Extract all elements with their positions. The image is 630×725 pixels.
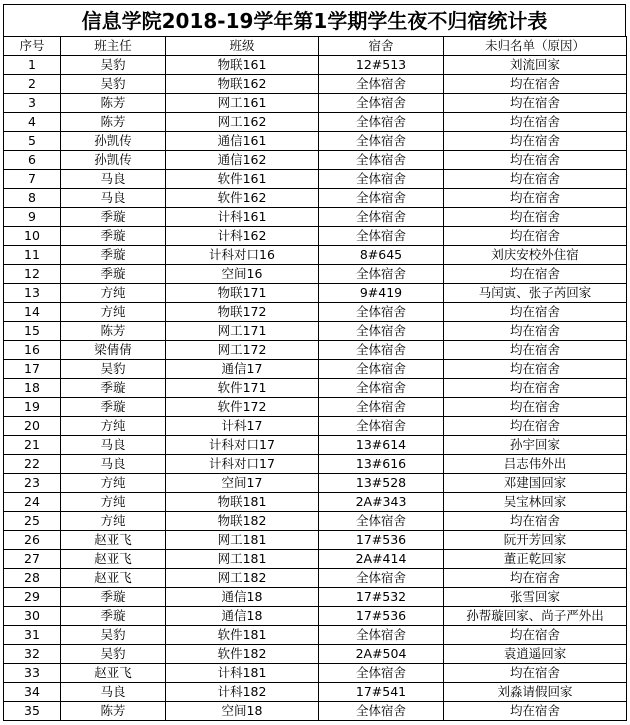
cell-dorm: 2A#343 [319, 493, 444, 512]
cell-absent-list: 刘淼请假回家 [444, 683, 627, 702]
cell-absent-list: 均在宿舍 [444, 417, 627, 436]
cell-absent-list: 均在宿舍 [444, 151, 627, 170]
table-row [4, 474, 627, 493]
cell-absent-list: 邓建国回家 [444, 474, 627, 493]
cell-class: 网工161 [166, 94, 319, 113]
cell-dorm: 全体宿舍 [319, 569, 444, 588]
cell-teacher: 陈芳 [61, 113, 166, 132]
table-row [4, 170, 627, 189]
cell-class: 通信162 [166, 151, 319, 170]
cell-index: 29 [4, 588, 61, 607]
cell-dorm: 全体宿舍 [319, 208, 444, 227]
spreadsheet [3, 4, 626, 721]
cell-index: 33 [4, 664, 61, 683]
table-row [4, 151, 627, 170]
cell-index: 21 [4, 436, 61, 455]
header-dorm: 宿舍 [319, 37, 444, 56]
cell-class: 计科17 [166, 417, 319, 436]
cell-absent-list: 董正乾回家 [444, 550, 627, 569]
table-row [4, 379, 627, 398]
cell-dorm: 全体宿舍 [319, 322, 444, 341]
cell-class: 网工181 [166, 531, 319, 550]
cell-class: 计科162 [166, 227, 319, 246]
cell-absent-list: 均在宿舍 [444, 341, 627, 360]
cell-class: 物联172 [166, 303, 319, 322]
cell-teacher: 马良 [61, 436, 166, 455]
cell-class: 软件182 [166, 645, 319, 664]
table-row [4, 626, 627, 645]
cell-index: 30 [4, 607, 61, 626]
cell-teacher: 马良 [61, 189, 166, 208]
cell-absent-list: 均在宿舍 [444, 322, 627, 341]
cell-dorm: 全体宿舍 [319, 75, 444, 94]
cell-dorm: 全体宿舍 [319, 341, 444, 360]
cell-absent-list: 阮开芳回家 [444, 531, 627, 550]
header-absent-list: 未归名单（原因） [444, 37, 627, 56]
table-row [4, 75, 627, 94]
cell-teacher: 孙凯传 [61, 132, 166, 151]
cell-teacher: 季璇 [61, 398, 166, 417]
cell-index: 31 [4, 626, 61, 645]
cell-index: 22 [4, 455, 61, 474]
cell-class: 物联181 [166, 493, 319, 512]
cell-index: 2 [4, 75, 61, 94]
table-row [4, 645, 627, 664]
cell-teacher: 陈芳 [61, 94, 166, 113]
cell-index: 17 [4, 360, 61, 379]
cell-teacher: 季璇 [61, 588, 166, 607]
cell-absent-list: 袁逍遥回家 [444, 645, 627, 664]
cell-index: 4 [4, 113, 61, 132]
cell-class: 计科181 [166, 664, 319, 683]
cell-index: 34 [4, 683, 61, 702]
cell-absent-list: 均在宿舍 [444, 702, 627, 721]
cell-teacher: 吴豹 [61, 645, 166, 664]
cell-class: 物联171 [166, 284, 319, 303]
cell-dorm: 全体宿舍 [319, 398, 444, 417]
cell-index: 6 [4, 151, 61, 170]
table-row [4, 132, 627, 151]
cell-class: 计科对口16 [166, 246, 319, 265]
cell-dorm: 9#419 [319, 284, 444, 303]
table-row [4, 455, 627, 474]
cell-teacher: 孙凯传 [61, 151, 166, 170]
table-row [4, 683, 627, 702]
cell-dorm: 13#614 [319, 436, 444, 455]
cell-index: 15 [4, 322, 61, 341]
cell-dorm: 17#532 [319, 588, 444, 607]
cell-teacher: 马良 [61, 683, 166, 702]
cell-index: 18 [4, 379, 61, 398]
cell-index: 3 [4, 94, 61, 113]
cell-absent-list: 均在宿舍 [444, 398, 627, 417]
cell-absent-list: 吕志伟外出 [444, 455, 627, 474]
cell-index: 14 [4, 303, 61, 322]
cell-teacher: 陈芳 [61, 322, 166, 341]
cell-teacher: 马良 [61, 170, 166, 189]
cell-absent-list: 均在宿舍 [444, 626, 627, 645]
cell-class: 计科对口17 [166, 455, 319, 474]
cell-index: 8 [4, 189, 61, 208]
cell-index: 1 [4, 56, 61, 75]
cell-index: 26 [4, 531, 61, 550]
cell-dorm: 全体宿舍 [319, 379, 444, 398]
table-row [4, 436, 627, 455]
cell-teacher: 梁倩倩 [61, 341, 166, 360]
cell-absent-list: 均在宿舍 [444, 208, 627, 227]
cell-teacher: 方纯 [61, 493, 166, 512]
cell-dorm: 全体宿舍 [319, 303, 444, 322]
cell-dorm: 17#536 [319, 531, 444, 550]
cell-absent-list: 张雪回家 [444, 588, 627, 607]
cell-absent-list: 均在宿舍 [444, 170, 627, 189]
cell-class: 空间17 [166, 474, 319, 493]
cell-teacher: 马良 [61, 455, 166, 474]
cell-dorm: 13#528 [319, 474, 444, 493]
cell-absent-list: 孙帮璇回家、尚子严外出 [444, 607, 627, 626]
cell-index: 20 [4, 417, 61, 436]
cell-dorm: 全体宿舍 [319, 170, 444, 189]
cell-class: 网工171 [166, 322, 319, 341]
cell-dorm: 全体宿舍 [319, 227, 444, 246]
cell-teacher: 季璇 [61, 379, 166, 398]
cell-dorm: 全体宿舍 [319, 664, 444, 683]
cell-index: 19 [4, 398, 61, 417]
cell-class: 计科对口17 [166, 436, 319, 455]
cell-dorm: 17#536 [319, 607, 444, 626]
cell-class: 计科161 [166, 208, 319, 227]
cell-class: 软件171 [166, 379, 319, 398]
cell-absent-list: 均在宿舍 [444, 265, 627, 284]
table-row [4, 417, 627, 436]
cell-teacher: 方纯 [61, 512, 166, 531]
cell-absent-list: 马闰寅、张子芮回家 [444, 284, 627, 303]
cell-dorm: 全体宿舍 [319, 265, 444, 284]
cell-index: 12 [4, 265, 61, 284]
cell-teacher: 赵亚飞 [61, 664, 166, 683]
cell-index: 5 [4, 132, 61, 151]
cell-class: 通信161 [166, 132, 319, 151]
cell-index: 16 [4, 341, 61, 360]
cell-class: 空间16 [166, 265, 319, 284]
cell-absent-list: 孙宇回家 [444, 436, 627, 455]
cell-class: 物联182 [166, 512, 319, 531]
table-row [4, 246, 627, 265]
table-row [4, 550, 627, 569]
cell-teacher: 季璇 [61, 607, 166, 626]
cell-dorm: 全体宿舍 [319, 626, 444, 645]
cell-index: 35 [4, 702, 61, 721]
table-row [4, 341, 627, 360]
table-row [4, 664, 627, 683]
cell-class: 物联161 [166, 56, 319, 75]
cell-index: 24 [4, 493, 61, 512]
cell-class: 软件181 [166, 626, 319, 645]
cell-class: 物联162 [166, 75, 319, 94]
table-row [4, 493, 627, 512]
cell-teacher: 季璇 [61, 227, 166, 246]
cell-absent-list: 均在宿舍 [444, 94, 627, 113]
table-row [4, 569, 627, 588]
cell-index: 23 [4, 474, 61, 493]
table-row [4, 531, 627, 550]
cell-teacher: 方纯 [61, 303, 166, 322]
cell-teacher: 吴豹 [61, 626, 166, 645]
cell-absent-list: 刘庆安校外住宿 [444, 246, 627, 265]
cell-dorm: 2A#414 [319, 550, 444, 569]
cell-absent-list: 吴宝林回家 [444, 493, 627, 512]
cell-teacher: 季璇 [61, 265, 166, 284]
cell-index: 32 [4, 645, 61, 664]
cell-dorm: 2A#504 [319, 645, 444, 664]
cell-class: 网工162 [166, 113, 319, 132]
cell-class: 网工181 [166, 550, 319, 569]
cell-absent-list: 均在宿舍 [444, 132, 627, 151]
cell-teacher: 赵亚飞 [61, 569, 166, 588]
cell-class: 计科182 [166, 683, 319, 702]
statistics-table [3, 36, 627, 721]
table-row [4, 113, 627, 132]
cell-absent-list: 均在宿舍 [444, 569, 627, 588]
cell-absent-list: 均在宿舍 [444, 360, 627, 379]
cell-absent-list: 均在宿舍 [444, 379, 627, 398]
cell-index: 7 [4, 170, 61, 189]
cell-teacher: 吴豹 [61, 56, 166, 75]
cell-class: 软件172 [166, 398, 319, 417]
table-row [4, 607, 627, 626]
cell-absent-list: 均在宿舍 [444, 75, 627, 94]
cell-dorm: 17#541 [319, 683, 444, 702]
cell-absent-list: 刘流回家 [444, 56, 627, 75]
cell-teacher: 季璇 [61, 246, 166, 265]
cell-dorm: 8#645 [319, 246, 444, 265]
table-row [4, 398, 627, 417]
cell-class: 通信18 [166, 588, 319, 607]
cell-class: 通信18 [166, 607, 319, 626]
cell-class: 网工172 [166, 341, 319, 360]
header-teacher: 班主任 [61, 37, 166, 56]
table-row [4, 189, 627, 208]
table-row [4, 208, 627, 227]
cell-dorm: 全体宿舍 [319, 702, 444, 721]
cell-class: 软件162 [166, 189, 319, 208]
cell-teacher: 方纯 [61, 284, 166, 303]
cell-dorm: 全体宿舍 [319, 113, 444, 132]
cell-index: 10 [4, 227, 61, 246]
cell-dorm: 全体宿舍 [319, 151, 444, 170]
table-row [4, 360, 627, 379]
table-row [4, 94, 627, 113]
table-row [4, 588, 627, 607]
header-index: 序号 [4, 37, 61, 56]
cell-absent-list: 均在宿舍 [444, 227, 627, 246]
table-row [4, 56, 627, 75]
cell-teacher: 季璇 [61, 208, 166, 227]
cell-index: 9 [4, 208, 61, 227]
cell-absent-list: 均在宿舍 [444, 303, 627, 322]
cell-index: 25 [4, 512, 61, 531]
table-body [4, 56, 627, 721]
cell-class: 通信17 [166, 360, 319, 379]
cell-class: 网工182 [166, 569, 319, 588]
cell-dorm: 全体宿舍 [319, 512, 444, 531]
table-title: 信息学院2018-19学年第1学期学生夜不归宿统计表 [3, 4, 626, 36]
cell-teacher: 赵亚飞 [61, 531, 166, 550]
cell-absent-list: 均在宿舍 [444, 512, 627, 531]
header-row [4, 37, 627, 56]
cell-index: 27 [4, 550, 61, 569]
header-class: 班级 [166, 37, 319, 56]
cell-index: 11 [4, 246, 61, 265]
cell-index: 28 [4, 569, 61, 588]
cell-dorm: 全体宿舍 [319, 132, 444, 151]
cell-teacher: 陈芳 [61, 702, 166, 721]
table-row [4, 227, 627, 246]
cell-dorm: 全体宿舍 [319, 360, 444, 379]
cell-teacher: 方纯 [61, 474, 166, 493]
cell-dorm: 13#616 [319, 455, 444, 474]
cell-absent-list: 均在宿舍 [444, 113, 627, 132]
cell-index: 13 [4, 284, 61, 303]
table-row [4, 512, 627, 531]
cell-teacher: 方纯 [61, 417, 166, 436]
cell-teacher: 赵亚飞 [61, 550, 166, 569]
table-row [4, 322, 627, 341]
cell-teacher: 吴豹 [61, 75, 166, 94]
table-row [4, 284, 627, 303]
cell-class: 空间18 [166, 702, 319, 721]
table-row [4, 303, 627, 322]
cell-absent-list: 均在宿舍 [444, 664, 627, 683]
cell-dorm: 12#513 [319, 56, 444, 75]
cell-absent-list: 均在宿舍 [444, 189, 627, 208]
cell-dorm: 全体宿舍 [319, 94, 444, 113]
cell-class: 软件161 [166, 170, 319, 189]
table-row [4, 265, 627, 284]
cell-dorm: 全体宿舍 [319, 189, 444, 208]
table-row [4, 702, 627, 721]
cell-dorm: 全体宿舍 [319, 417, 444, 436]
cell-teacher: 吴豹 [61, 360, 166, 379]
